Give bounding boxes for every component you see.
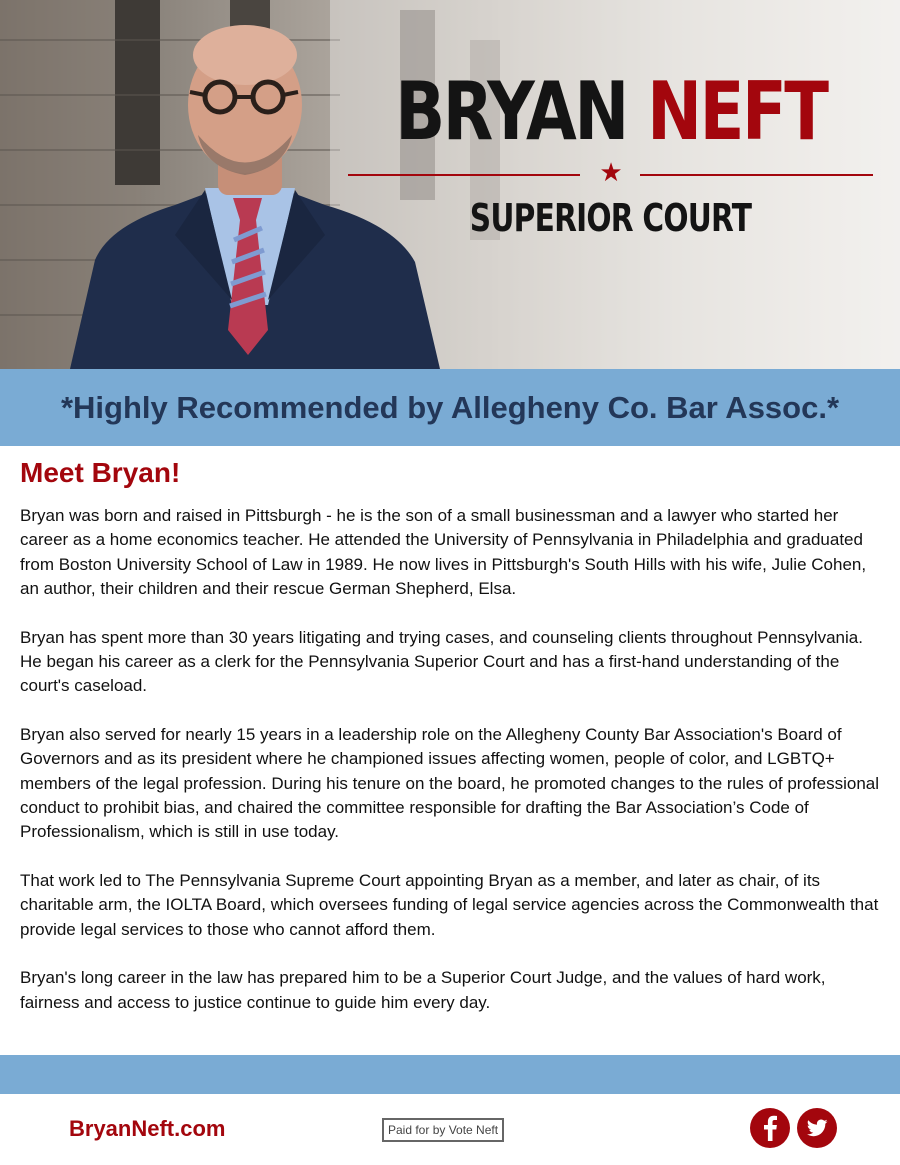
bio-section <box>20 456 885 1015</box>
bio-paragraph: Bryan also served for nearly 15 years in a leadership role on the Allegheny County Bar Association's Board of Governors and as its president where he championed issues affecting women, people of color, and LGBTQ+ members of the legal profession. During his tenure on the board, he promoted changes to the rules of professional conduct to prohibit bias, and chaired the committee responsible for drafting the Bar Association’s Code of Professionalism, which is still in use today. <box>20 724 880 842</box>
last-name: NEFT <box>647 65 827 158</box>
candidate-name <box>395 65 827 158</box>
hero-banner <box>0 0 900 369</box>
bio-paragraph: That work led to The Pennsylvania Supreme Court appointing Bryan as a member, and later as chair, of its charitable arm, the IOLTA Board, which oversees funding of legal service agencies across the Commonwealth that provide legal services to those who cannot afford them. <box>20 870 879 939</box>
endorsement-text: *Highly Recommended by Allegheny Co. Bar Assoc.* <box>60 389 840 425</box>
divider-left <box>348 174 580 176</box>
facebook-icon[interactable] <box>750 1108 790 1148</box>
candidate-photo <box>0 0 900 369</box>
twitter-icon[interactable] <box>797 1108 837 1148</box>
first-name: BRYAN <box>395 65 627 158</box>
endorsement-banner <box>0 369 900 446</box>
divider-right <box>640 174 873 176</box>
office-title: SUPERIOR COURT <box>469 196 752 240</box>
bio-heading: Meet Bryan! <box>20 457 181 488</box>
star-icon: ★ <box>599 157 623 187</box>
bio-paragraph: Bryan has spent more than 30 years litigating and trying cases, and counseling clients throughout Pennsylvania. He began his career as a clerk for the Pennsylvania Superior Court and has a first-hand understanding of the court's caseload. <box>20 627 863 696</box>
footer-band <box>0 1055 900 1094</box>
bio-paragraph: Bryan's long career in the law has prepared him to be a Superior Court Judge, and the values of hard work, fairness and access to justice continue to guide him every day. <box>20 968 826 1012</box>
website-link[interactable]: BryanNeft.com <box>69 1116 226 1141</box>
paid-for-disclaimer: Paid for by Vote Neft <box>382 1118 504 1142</box>
bio-paragraph: Bryan was born and raised in Pittsburgh - he is the son of a small businessman and a lawyer who started her career as a home economics teacher. He attended the University of Pennsylvania in Philadelphia and graduated from Boston University School of Law in 1989. He now lives in Pittsburgh's South Hills with his wife, Julie Cohen, an author, their children and their rescue German Shepherd, Elsa. <box>20 506 867 599</box>
